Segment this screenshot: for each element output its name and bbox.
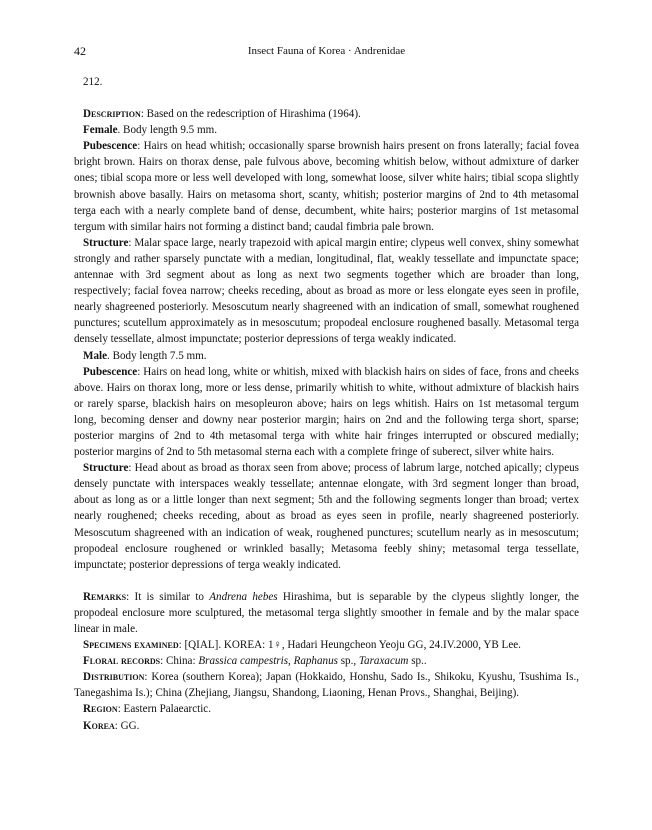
female-structure-paragraph bbox=[74, 235, 579, 348]
female-heading bbox=[74, 122, 579, 138]
remarks-species: Andrena hebes bbox=[209, 590, 278, 603]
female-pubescence-label: Pubescence bbox=[83, 140, 138, 153]
specimens-text: : [QIAL]. KOREA: 1♀, Hadari Heungcheon Yeoju GG, 24.IV.2000, YB Lee. bbox=[178, 639, 521, 652]
male-text: . Body length 7.5 mm. bbox=[107, 349, 207, 362]
male-pubescence-label: Pubescence bbox=[83, 365, 138, 378]
male-structure-paragraph bbox=[74, 460, 579, 573]
running-title: Insect Fauna of Korea · Andrenidae bbox=[247, 45, 406, 57]
floral-species-2: Raphanus bbox=[293, 655, 338, 668]
male-pubescence-paragraph bbox=[74, 364, 579, 461]
specimens-label: Specimens examined bbox=[83, 639, 179, 652]
remarks-text-pre: : It is similar to bbox=[126, 590, 210, 603]
spacer bbox=[74, 90, 579, 106]
description-text: : Based on the redescription of Hirashima (1964). bbox=[140, 108, 361, 121]
page-number: 42 bbox=[74, 44, 86, 58]
description-paragraph bbox=[74, 106, 579, 122]
female-structure-text: : Malar space large, nearly trapezoid with apical margin entire; clypeus well convex, shiny somewhat strongly and rather sparsely punctate with a median, longitudinal, flat, weakly tessellate and impunctate space; antennae with 3rd segment about as long as next two segments together which are broader than long, respectively; facial fovea narrow; cheeks receding, about as broad as more or less elongate eyes seen in profile, nearly shagreened posteriorly. Mesoscutum nearly shagreened with an indication of small, somewhat roughened punctures; scutellum approximately as in mesoscutum; propodeal enclosure roughened basally. Metasomal terga densely tessellate, almost impunctate; posterior depressions of terga weakly indicated. bbox=[74, 236, 579, 346]
male-structure-text: : Head about as broad as thorax seen from above; process of labrum large, notched apically; clypeus densely punctate with interspaces weakly tessellate; antennae elongate, with 3rd segment longer than broad, about as long as or a little longer than next segment; 5th and the following segments longer than broad; vertex nearly roughened; cheeks receding, about as broad as eyes seen in profile, nearly shagreened posteriorly. Mesoscutum shagreened with an indication of weak, roughened punctures; scutellum nearly as in mesoscutum; propodeal enclosure roughened or wrinkled basally; Metasoma feebly shiny; metasomal terga tessellate, impunctate; posterior depressions of terga weakly indicated. bbox=[74, 462, 579, 571]
floral-sep-2: sp., bbox=[337, 655, 359, 668]
remarks-paragraph bbox=[74, 589, 579, 637]
distribution-paragraph bbox=[74, 669, 579, 701]
female-pubescence-text: : Hairs on head whitish; occasionally sparse brownish hairs present on frons laterally; facial fovea bright brown. Hairs on thorax dense, pale fulvous above, becoming whitish below, without admixture of darker ones; tibial scopa more or less well developed with long, somewhat loose, silver white hairs; tibial scopa slightly brownish above basally. Hairs on metasoma short, scanty, whitish; posterior margins of 2nd to 4th metasomal terga each with a nearly complete band of dense, decumbent, white hairs; posterior margins of 1st metasomal tergum with similar hairs not forming a distinct band; caudal fimbria pale brown. bbox=[74, 140, 579, 233]
korea-label: Korea bbox=[83, 719, 115, 732]
region-text: : Eastern Palaearctic. bbox=[117, 703, 212, 716]
floral-species-3: Taraxacum bbox=[358, 655, 409, 668]
page-header bbox=[74, 44, 579, 58]
specimens-paragraph bbox=[74, 637, 579, 653]
female-structure-label: Structure bbox=[83, 236, 129, 249]
korea-paragraph bbox=[74, 718, 579, 734]
male-pubescence-text: : Hairs on head long, white or whitish, mixed with blackish hairs on sides of face, frons and cheeks above. Hairs on thorax long, more or less dense, primarily whitish to white, without admixture of blackish hairs or rarely sparse, blackish hairs on mesopleuron above; hairs on legs whitish. Hairs on 1st metasomal tergum long, becoming denser and downy near posterior margin; hairs on 2nd and the following terga short, sparse; posterior margins of 2nd to 4th metasomal terga with white hair fringes interrupted or obscured medially; posterior margins of 2nd to 5th metasomal sterna each with a complete fringe of suberect, silver white hairs. bbox=[74, 365, 579, 459]
korea-text: : GG. bbox=[114, 719, 140, 732]
spacer bbox=[74, 573, 579, 589]
description-label: Description bbox=[83, 108, 141, 121]
floral-label: Floral records bbox=[83, 655, 161, 668]
page-body bbox=[74, 74, 579, 734]
female-text: . Body length 9.5 mm. bbox=[117, 124, 218, 137]
distribution-label: Distribution bbox=[83, 671, 145, 684]
floral-pre: : China: bbox=[160, 655, 199, 668]
region-paragraph bbox=[74, 701, 579, 717]
remarks-label: Remarks bbox=[83, 590, 127, 603]
remarks-text-post: Hirashima, but is separable by the clypeus slightly longer, the propodeal enclosure more sculptured, the metasomal terga slightly smoother in female and by the malar space linear in male. bbox=[74, 590, 579, 635]
male-label: Male bbox=[83, 349, 108, 362]
region-label: Region bbox=[83, 703, 118, 716]
floral-sep-1: , bbox=[288, 655, 294, 668]
distribution-text: : Korea (southern Korea); Japan (Hokkaido, Honshu, Sado Is., Shikoku, Kyushu, Tsushima Is., Tanegashima Is.); China (Zhejiang, Jiangsu, Shandong, Liaoning, Henan Provs., Shanghai, Beijing). bbox=[74, 671, 579, 700]
floral-species-1: Brassica campestris bbox=[198, 655, 289, 668]
continued-line: 212. bbox=[83, 76, 103, 88]
male-heading bbox=[74, 348, 579, 364]
male-structure-label: Structure bbox=[83, 462, 129, 475]
female-pubescence-paragraph bbox=[74, 138, 579, 235]
floral-paragraph bbox=[74, 653, 579, 669]
female-label: Female bbox=[83, 124, 118, 137]
floral-post: sp.. bbox=[408, 655, 427, 668]
